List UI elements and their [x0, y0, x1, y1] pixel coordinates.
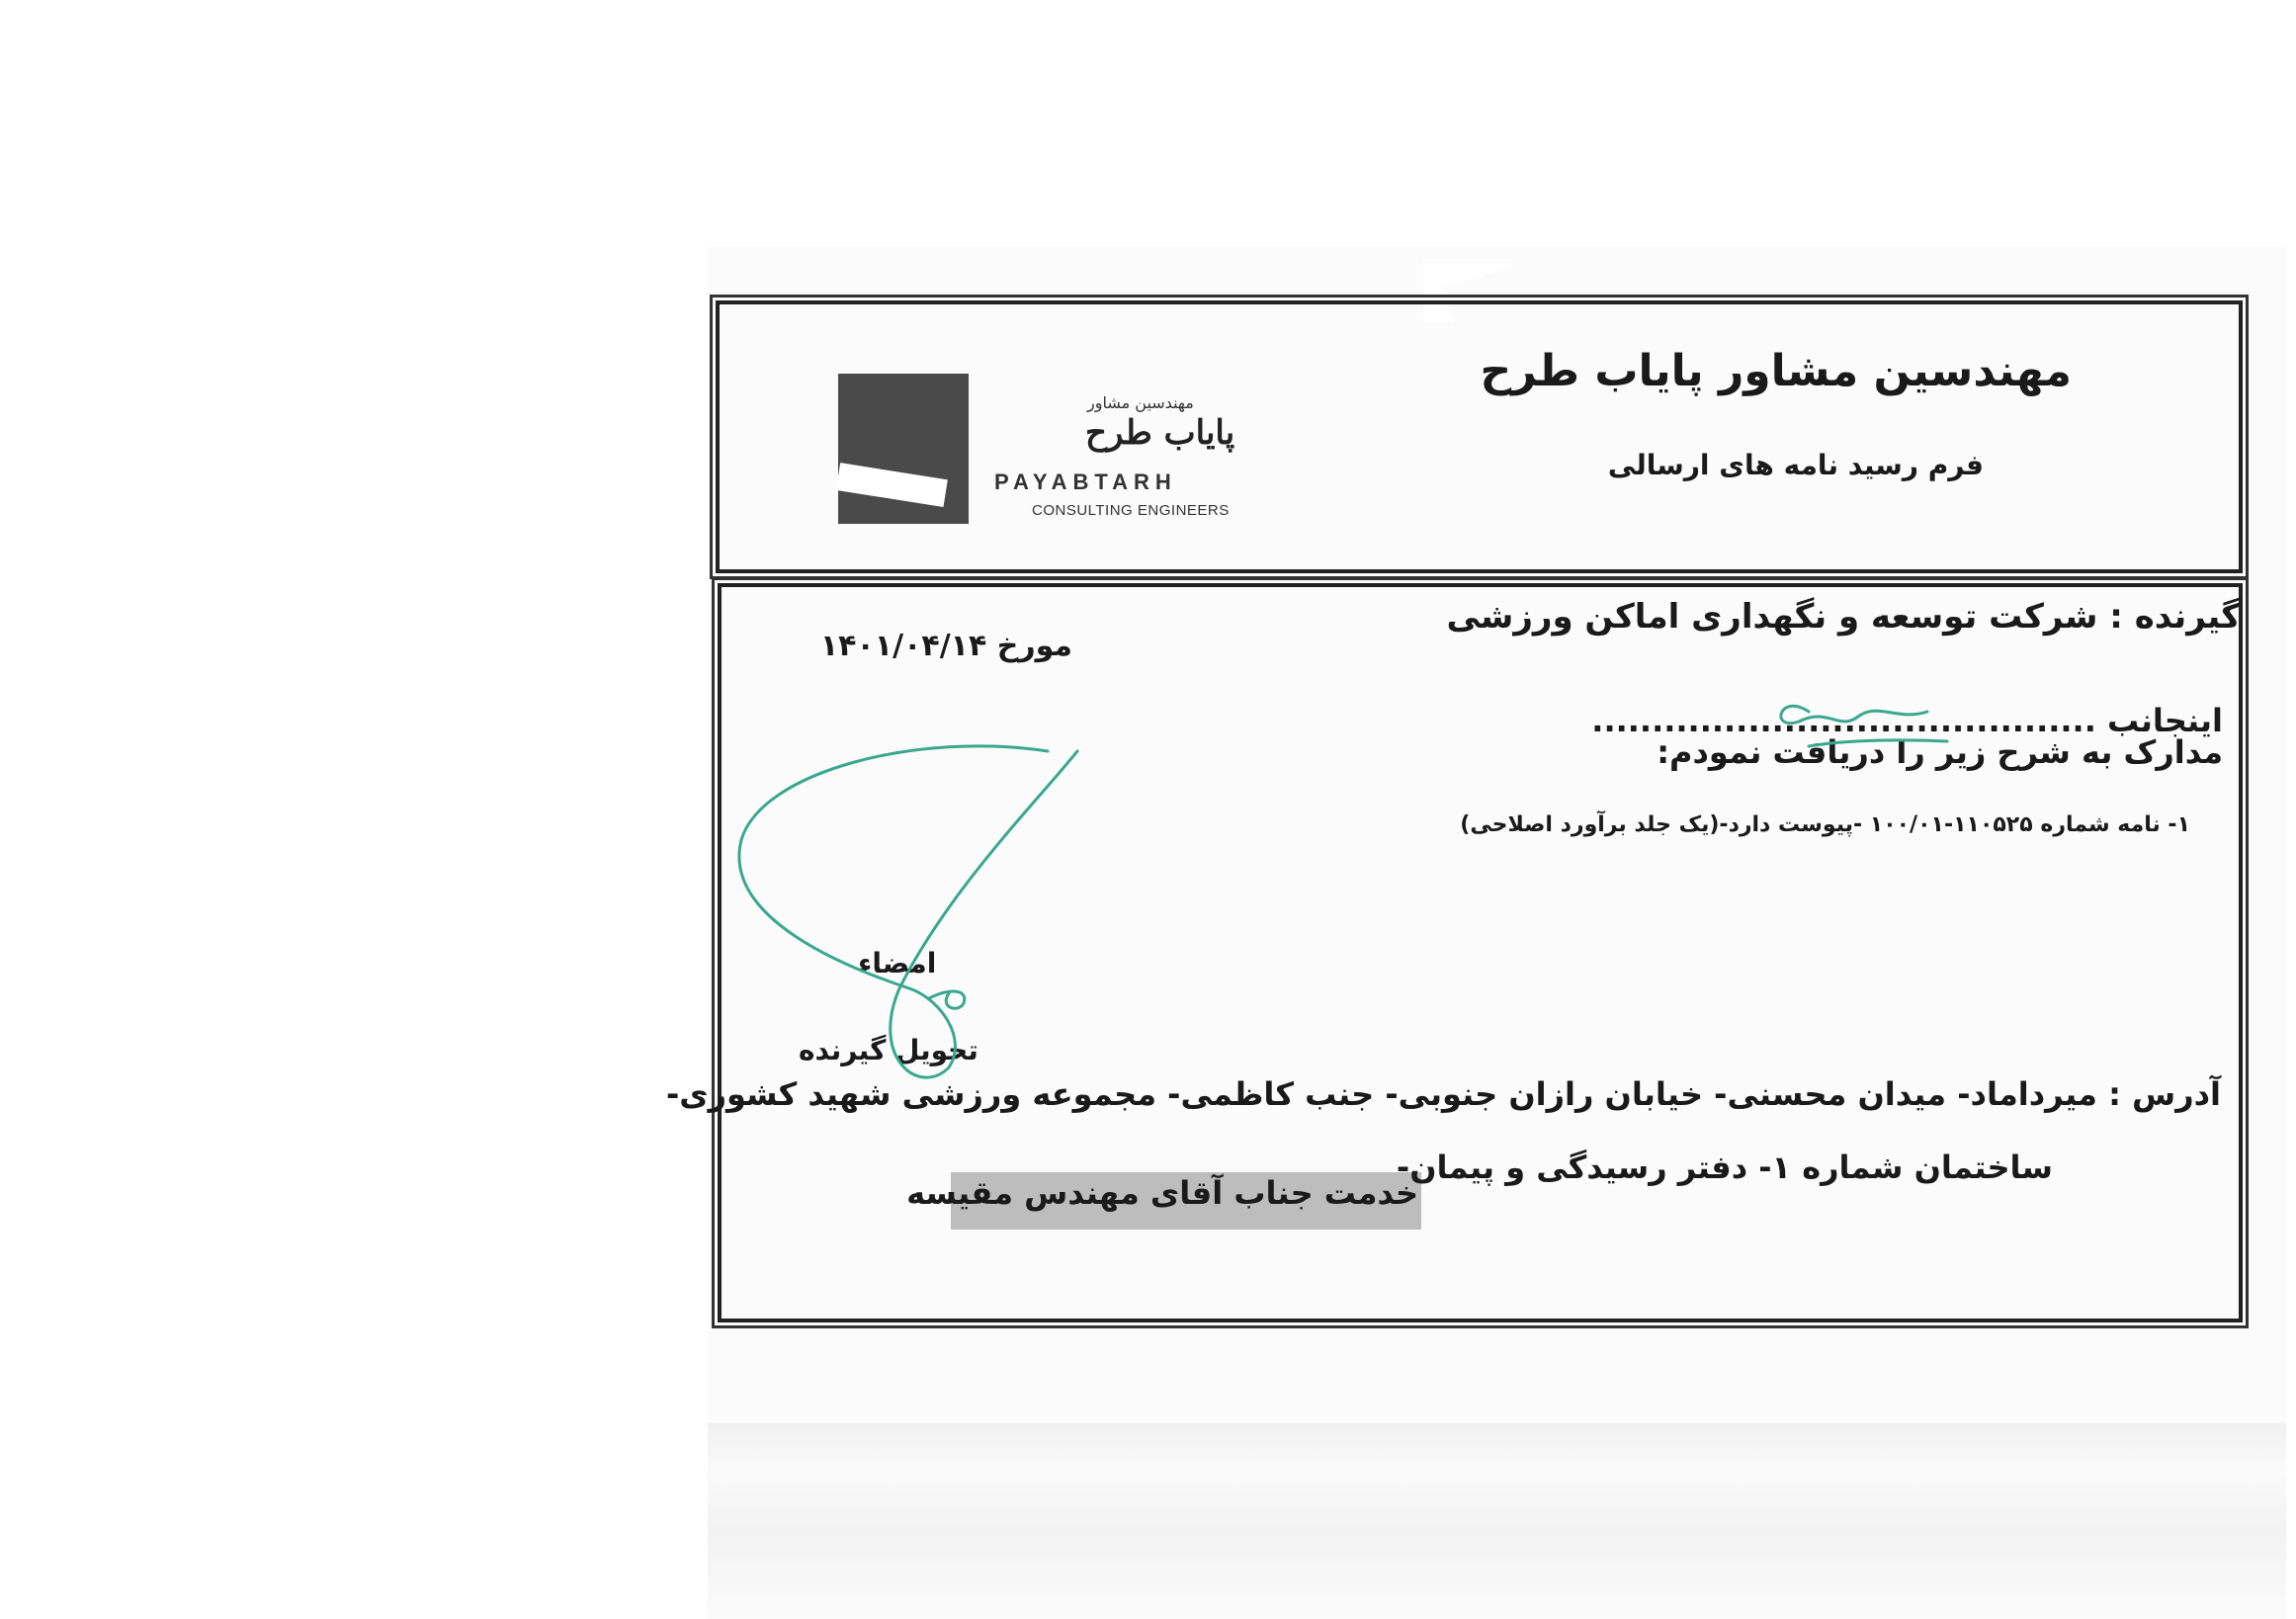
document-item-1: ۱- نامه شماره ۱۱۰۵۲۵-۱۰۰/۰۱ -پیوست دارد-(یک جلد برآورد اصلاحی)	[1460, 812, 2190, 837]
address-line-1: آدرس : میرداماد- میدان محسنی- خیابان رازان جنوبی- جنب کاظمی- مجموعه ورزشی شهید کشوری-	[665, 1075, 2221, 1113]
deliver-to-receiver-label: تحویل گیرنده	[799, 1034, 978, 1066]
logo-fa-small: مهندسین مشاور	[1087, 393, 1194, 412]
date-line: مورخ ۱۴۰۱/۰۴/۱۴	[819, 629, 1072, 663]
payabtarh-logo-icon	[838, 374, 969, 524]
address-line-2: ساختمان شماره ۱- دفتر رسیدگی و پیمان-	[1396, 1149, 2053, 1186]
documents-received-text: مدارک به شرح زیر را دریافت نمودم:	[1657, 733, 2223, 771]
logo-en-sub: CONSULTING ENGINEERS	[1032, 502, 1230, 519]
company-title: مهندسین مشاور پایاب طرح	[1480, 346, 2072, 396]
signature-label: امضاء	[858, 947, 937, 980]
paper-fold-shadow	[708, 1423, 2286, 1619]
logo-fa: پایاب طرح	[1085, 413, 1235, 453]
form-title: فرم رسید نامه های ارسالی	[1607, 449, 1984, 481]
handwritten-signature	[722, 692, 1957, 1087]
receiver-line: اینجانب ..........................................	[1591, 702, 2223, 739]
recipient-line: گیرنده : شرکت توسعه و نگهداری اماکن ورزشی	[1446, 597, 2241, 637]
address-line-3: خدمت جناب آقای مهندس مقیسه	[906, 1174, 1418, 1212]
logo-en: PAYABTARH	[994, 469, 1177, 494]
